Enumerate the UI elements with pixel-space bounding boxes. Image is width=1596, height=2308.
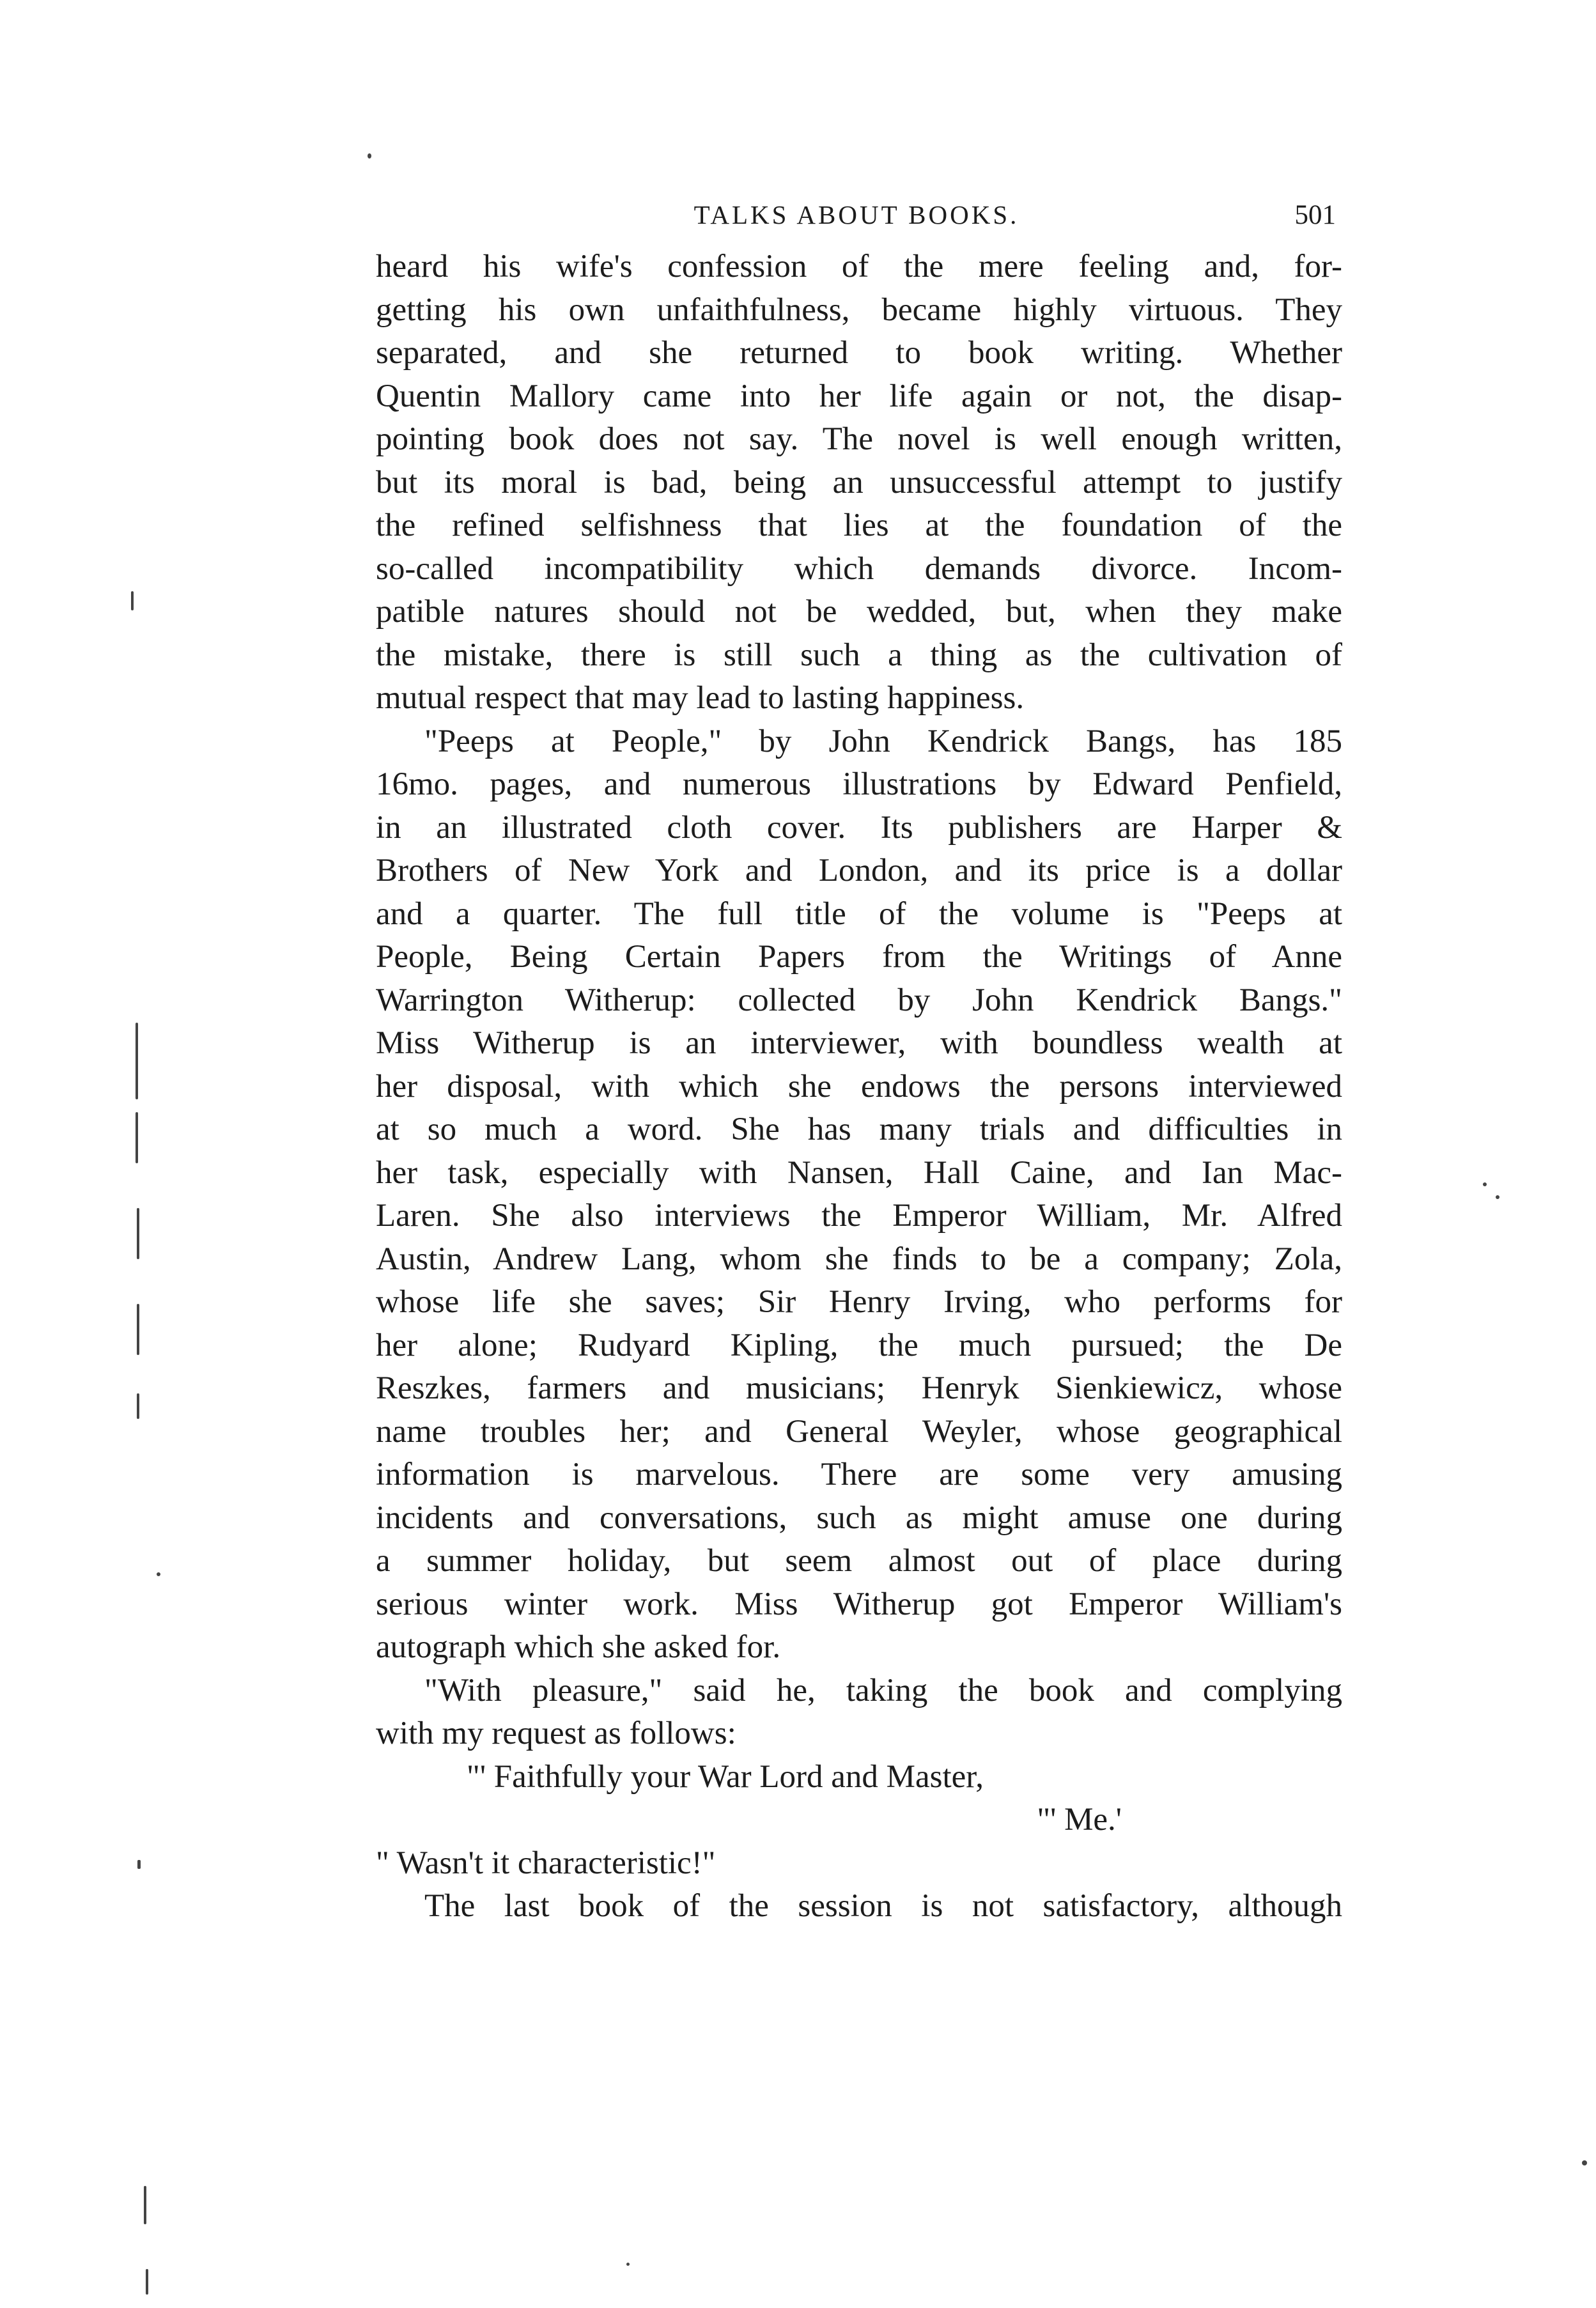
text-line: information is marvelous. There are some very amusing [376,1457,1342,1492]
text-line: heard his wife's confession of the mere feeling and, for- [376,249,1342,284]
text-line: her task, especially with Nansen, Hall Caine, and Ian Mac- [376,1154,1342,1191]
text-line: the mistake, there is still such a thing as the cultivation of [376,637,1342,673]
text-line: Brothers of New York and London, and its price is a dollar [376,853,1342,888]
scan-speck [131,591,134,610]
text-line: her alone; Rudyard Kipling, the much pursued; the De [376,1327,1342,1363]
scan-speck [136,1112,138,1163]
text-line: "' Faithfully your War Lord and Master, [467,1758,984,1795]
text-line: Warrington Witherup: collected by John Kendrick Bangs." [376,982,1342,1018]
text-line: serious winter work. Miss Witherup got Emperor William's [376,1586,1342,1622]
text-line: Reszkes, farmers and musicians; Henryk Sienkiewicz, whose [376,1370,1342,1406]
body-text [376,245,1342,1928]
scan-speck [137,1304,139,1355]
text-line: Austin, Andrew Lang, whom she finds to be a company; Zola, [376,1241,1342,1277]
text-line: Quentin Mallory came into her life again or not, the disap- [376,378,1342,414]
text-line: Miss Witherup is an interviewer, with boundless wealth at [376,1025,1342,1061]
text-line: People, Being Certain Papers from the Writings of Anne [376,939,1342,975]
page-number: 501 [1294,200,1336,230]
text-line: name troubles her; and General Weyler, whose geographical [376,1413,1342,1450]
text-line: " Wasn't it characteristic!" [376,1845,716,1881]
scan-speck [157,1572,160,1576]
running-head: TALKS ABOUT BOOKS. [693,200,1019,229]
text-line: The last book of the session is not satisfactory, although [424,1888,1342,1924]
text-line: a summer holiday, but seem almost out of place during [376,1543,1342,1579]
text-line: pointing book does not say. The novel is well enough written, [376,421,1342,457]
text-line: incidents and conversations, such as might amuse one during [376,1499,1342,1536]
scan-speck [1582,2160,1587,2165]
scan-speck [1496,1195,1499,1199]
scan-speck [368,153,371,159]
text-line: patible natures should not be wedded, but, when they make [376,594,1342,630]
scan-speck [136,1023,138,1099]
text-line: getting his own unfaithfulness, became highly virtuous. They [376,291,1342,328]
scan-speck [146,2269,148,2295]
scan-speck [137,1860,141,1869]
text-line: 16mo. pages, and numerous illustrations by Edward Penfield, [376,766,1342,802]
text-line: autograph which she asked for. [376,1629,781,1665]
text-line: "Peeps at People," by John Kendrick Bangs, has 185 [424,723,1342,759]
text-line: and a quarter. The full title of the volume is "Peeps at [376,895,1342,932]
scan-speck [1483,1182,1487,1186]
scan-speck [137,1393,139,1419]
text-line: so-called incompatibility which demands divorce. Incom- [376,550,1342,587]
scan-speck [137,1208,139,1259]
text-line: in an illustrated cloth cover. Its publishers are Harper & [376,809,1342,846]
text-line: whose life she saves; Sir Henry Irving, who performs for [376,1284,1342,1320]
text-line: separated, and she returned to book writing. Whether [376,335,1342,371]
text-line: at so much a word. She has many trials and difficulties in [376,1111,1342,1147]
text-line: mutual respect that may lead to lasting happiness. [376,680,1025,716]
text-line: the refined selfishness that lies at the foundation of the [376,507,1342,543]
text-line: with my request as follows: [376,1716,736,1751]
scan-speck [626,2263,630,2266]
text-line: "' Me.' [1037,1802,1122,1838]
text-line: her disposal, with which she endows the persons interviewed [376,1068,1342,1104]
text-line: Laren. She also interviews the Emperor William, Mr. Alfred [376,1198,1342,1234]
text-line: "With pleasure," said he, taking the book and complying [424,1672,1342,1708]
scan-speck [144,2186,146,2224]
text-line: but its moral is bad, being an unsuccessful attempt to justify [376,464,1342,500]
page-header [377,199,1336,244]
